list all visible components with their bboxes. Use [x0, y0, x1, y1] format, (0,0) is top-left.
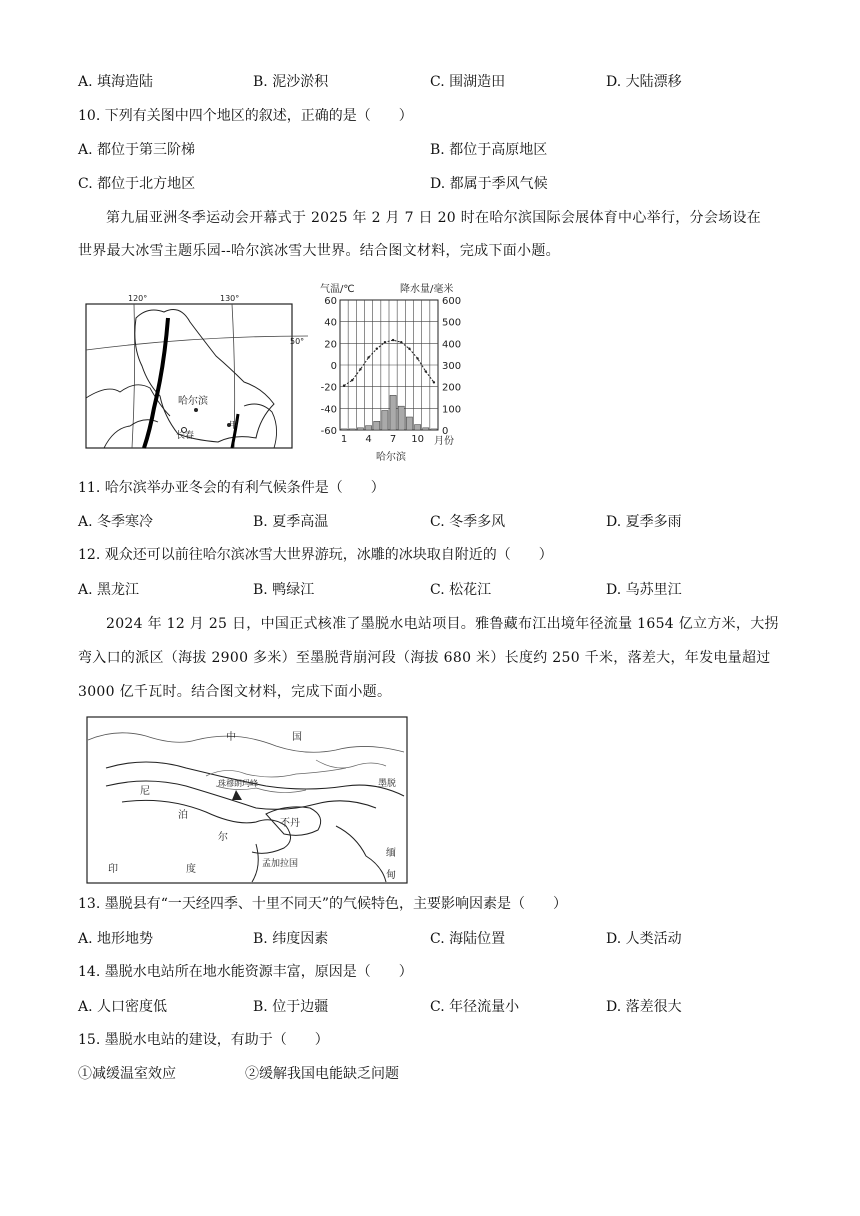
- x-tick-label: 4: [365, 434, 372, 445]
- q13-option-a: A. 地形地势: [78, 931, 154, 947]
- passage2-line1: 2024 年 12 月 25 日，中国正式核准了墨脱水电站项目。雅鲁藏布江出境年径流量 1654 亿立方米，大拐: [106, 616, 779, 632]
- left-tick-label: 0: [330, 361, 337, 372]
- nepal-char-2: 泊: [178, 810, 188, 821]
- q9-option-b: B. 泥沙淤积: [253, 74, 329, 90]
- passage1-line2: 世界最大冰雪主题乐园--哈尔滨冰雪大世界。结合图文材料，完成下面小题。: [78, 243, 560, 259]
- lat-50-label: 50°: [290, 337, 305, 346]
- myanmar-char-1: 缅: [386, 848, 396, 859]
- precip-bar: [374, 421, 380, 430]
- precip-bar: [357, 428, 363, 430]
- myanmar-char-2: 甸: [386, 870, 396, 881]
- peak-label: 珠穆朗玛峰: [218, 779, 258, 788]
- q9-option-c: C. 围湖造田: [430, 74, 506, 90]
- q11-option-c: C. 冬季多风: [430, 514, 506, 530]
- temp-point: [408, 348, 410, 350]
- right-tick-label: 400: [442, 339, 462, 351]
- left-tick-label: 60: [324, 296, 337, 307]
- right-tick-label: 100: [442, 404, 462, 416]
- q11-option-b: B. 夏季高温: [253, 514, 329, 530]
- chart-ylabel-left: 气温/℃: [320, 284, 355, 295]
- right-tick-label: 500: [442, 317, 462, 329]
- harbin-climate-chart: [316, 278, 476, 468]
- changchun-label: 长春: [176, 431, 195, 441]
- q12-stem: 12. 观众还可以前往哈尔滨冰雪大世界游玩，冰雕的冰块取自附近的（ ）: [78, 547, 553, 563]
- left-tick-label: -40: [320, 404, 337, 416]
- india-char-2: 度: [186, 864, 196, 875]
- x-tick-label: 7: [389, 434, 397, 445]
- chart-grid: [340, 300, 438, 430]
- precip-bar: [423, 428, 429, 430]
- q12-option-a: A. 黑龙江: [78, 582, 140, 598]
- precip-bar: [431, 429, 437, 430]
- india-char-1: 印: [108, 864, 118, 875]
- precip-bar: [390, 395, 396, 430]
- x-tick-label: 1: [340, 434, 348, 445]
- temp-point: [351, 379, 353, 381]
- q15-item-1: ①减缓温室效应: [78, 1066, 176, 1082]
- x-tick-label: 10: [411, 434, 424, 445]
- temp-point: [416, 357, 418, 359]
- q14-option-c: C. 年径流量小: [430, 999, 520, 1015]
- q10-option-a: A. 都位于第三阶梯: [78, 142, 196, 158]
- temp-point: [343, 384, 345, 386]
- china-char-2: 国: [292, 732, 302, 743]
- left-tick-label: 20: [324, 339, 337, 351]
- passage1-line1: 第九届亚洲冬季运动会开幕式于 2025 年 2 月 7 日 20 时在哈尔滨国际会展体育中心举行，分会场设在: [106, 210, 762, 226]
- temp-point: [367, 356, 369, 358]
- temp-point: [376, 348, 378, 350]
- q14-stem: 14. 墨脱水电站所在地水能资源丰富，原因是（ ）: [78, 964, 413, 980]
- lon-130-label: 130°: [220, 294, 240, 303]
- passage2-line3: 3000 亿千瓦时。结合图文材料，完成下面小题。: [78, 684, 392, 700]
- q15-stem: 15. 墨脱水电站的建设，有助于（ ）: [78, 1032, 329, 1048]
- precip-bar: [341, 429, 347, 430]
- q14-option-b: B. 位于边疆: [253, 999, 329, 1015]
- nepal-char-3: 尔: [218, 832, 228, 843]
- q13-stem: 13. 墨脱县有“一天经四季、十里不同天”的气候特色，主要影响因素是（ ）: [78, 896, 568, 912]
- tibet-region-map: [86, 716, 408, 884]
- medog-label: 墨脱: [378, 779, 397, 789]
- right-tick-label: 200: [442, 382, 462, 394]
- china-char-1: 中: [226, 732, 236, 743]
- q14-option-a: A. 人口密度低: [78, 999, 168, 1015]
- q12-option-c: C. 松花江: [430, 582, 492, 598]
- q11-option-d: D. 夏季多雨: [606, 514, 682, 530]
- right-tick-label: 0: [442, 426, 449, 437]
- chart-ylabel-right: 降水量/毫米: [400, 284, 454, 295]
- q10-option-d: D. 都属于季风气候: [430, 176, 548, 192]
- chart-station-label: 哈尔滨: [376, 452, 406, 463]
- chart-x-unit: 月份: [434, 436, 454, 447]
- nepal-char-1: 尼: [140, 786, 150, 797]
- q10-option-b: B. 都位于高原地区: [430, 142, 548, 158]
- lon-120-label: 120°: [128, 294, 148, 303]
- heilongjiang-map: [84, 288, 314, 460]
- bangladesh-label: 孟加拉国: [262, 859, 299, 869]
- temp-point: [425, 370, 427, 372]
- q9-option-a: A. 填海造陆: [78, 74, 154, 90]
- left-tick-label: -60: [320, 426, 337, 437]
- temp-point: [400, 341, 402, 343]
- q11-option-a: A. 冬季寒冷: [78, 514, 154, 530]
- q12-option-d: D. 乌苏里江: [606, 582, 682, 598]
- left-tick-label: -20: [320, 382, 337, 394]
- marker-jia-label: 甲: [229, 421, 239, 431]
- harbin-label: 哈尔滨: [178, 396, 208, 407]
- precip-bar: [398, 406, 404, 430]
- q11-stem: 11. 哈尔滨举办亚冬会的有利气候条件是（ ）: [78, 480, 385, 496]
- temp-point: [392, 339, 394, 341]
- precip-bar: [415, 425, 421, 430]
- temp-point: [359, 368, 361, 370]
- precip-bar: [366, 426, 372, 430]
- precip-bar: [406, 417, 412, 430]
- precip-bar: [349, 429, 355, 430]
- q13-option-c: C. 海陆位置: [430, 931, 506, 947]
- q13-option-b: B. 纬度因素: [253, 931, 329, 947]
- temp-point: [384, 341, 386, 343]
- q10-stem: 10. 下列有关图中四个地区的叙述，正确的是（ ）: [78, 108, 413, 124]
- bhutan-label: 不丹: [280, 818, 300, 829]
- q9-option-d: D. 大陆漂移: [606, 74, 682, 90]
- precip-bar: [382, 411, 388, 431]
- q12-option-b: B. 鸭绿江: [253, 582, 315, 598]
- temp-point: [433, 381, 435, 383]
- right-tick-label: 300: [442, 361, 462, 372]
- q15-item-2: ②缓解我国电能缺乏问题: [245, 1066, 399, 1082]
- left-tick-label: 40: [324, 317, 337, 329]
- right-tick-label: 600: [442, 296, 462, 307]
- q10-option-c: C. 都位于北方地区: [78, 176, 196, 192]
- q13-option-d: D. 人类活动: [606, 931, 682, 947]
- q14-option-d: D. 落差很大: [606, 999, 682, 1015]
- passage2-line2: 弯入口的派区（海拔 2900 多米）至墨脱背崩河段（海拔 680 米）长度约 250 千米，落差大，年发电量超过: [78, 650, 771, 666]
